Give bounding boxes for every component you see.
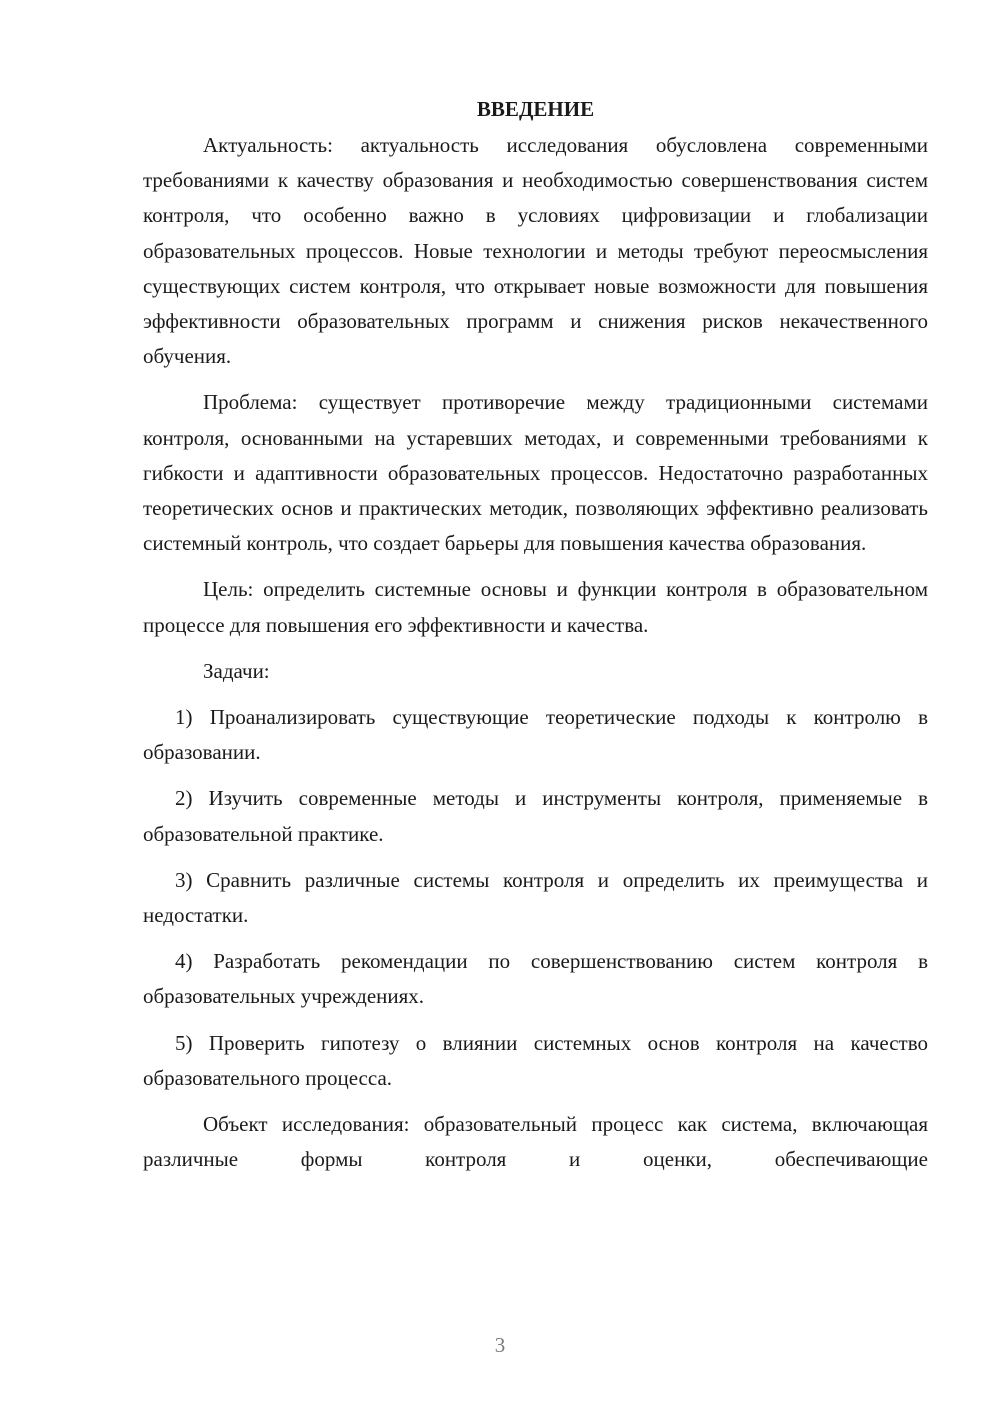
tasks-heading: Задачи: <box>203 658 270 683</box>
task-item-4: 4) Разработать рекомендации по совершенствованию систем контроля в образовательных учреждениях. <box>143 949 928 1009</box>
object-paragraph: Объект исследования: образовательный процесс как система, включающая различные формы контроля и оценки, обеспечивающие <box>143 1112 928 1172</box>
task-item-1: 1) Проанализировать существующие теоретические подходы к контролю в образовании. <box>143 705 928 765</box>
document-page <box>143 92 928 1177</box>
relevance-paragraph: Актуальность: актуальность исследования обусловлена современными требованиями к качеству образования и необходимостью совершенствования систем контроля, что особенно важно в условиях цифровизации и глобализации образовательных процессов. Новые технологии и методы требуют переосмысления существующих систем контроля, что открывает новые возможности для повышения эффективности образовательных программ и снижения рисков некачественного обучения. <box>143 133 928 369</box>
section-title: ВВЕДЕНИЕ <box>476 97 595 121</box>
goal-paragraph: Цель: определить системные основы и функции контроля в образовательном процессе для повышения его эффективности и качества. <box>143 577 928 637</box>
task-item-2: 2) Изучить современные методы и инструменты контроля, применяемые в образовательной практике. <box>143 786 928 846</box>
page-number: 3 <box>494 1333 506 1357</box>
task-item-3: 3) Сравнить различные системы контроля и определить их преимущества и недостатки. <box>143 867 928 928</box>
task-item-5: 5) Проверить гипотезу о влиянии системных основ контроля на качество образовательного процесса. <box>143 1030 928 1090</box>
problem-paragraph: Проблема: существует противоречие между традиционными системами контроля, основанными на устаревших методах, и современными требованиями к гибкости и адаптивности образовательных процессов. Недостаточно разработанных теоретических основ и практических методик, позволяющих эффективно реализовать системный контроль, что создает барьеры для повышения качества образования. <box>143 390 928 556</box>
